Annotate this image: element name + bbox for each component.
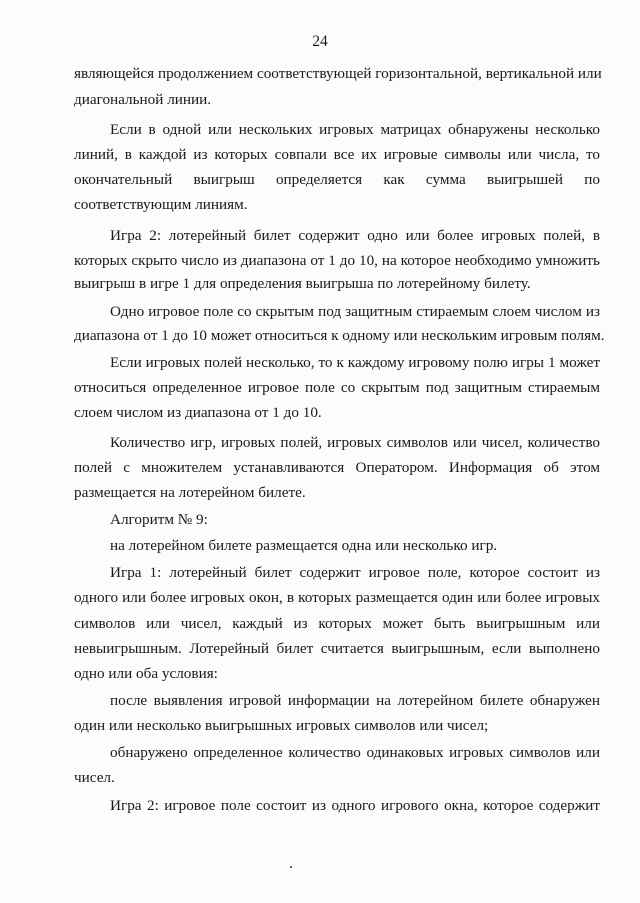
algorithm-heading: Алгоритм № 9: — [110, 511, 208, 528]
text-line: чисел. — [74, 769, 115, 786]
speck-mark — [290, 866, 292, 868]
text-line: один или несколько выигрышных игровых символов или чисел; — [74, 717, 489, 734]
text-line: Количество игр, игровых полей, игровых символов или чисел, количество — [110, 434, 600, 451]
text-line: Одно игровое поле со скрытым под защитным стираемым слоем числом из — [110, 303, 600, 320]
text-line: которых скрыто число из диапазона от 1 до 10, на которое необходимо умножить — [74, 252, 600, 269]
text-line: диагональной линии. — [74, 91, 212, 108]
text-line: Игра 2: игровое поле состоит из одного игрового окна, которое содержит — [110, 797, 600, 814]
text-line: размещается на лотерейном билете. — [74, 484, 306, 501]
text-line: Игра 2: лотерейный билет содержит одно или более игровых полей, в — [110, 227, 600, 244]
text-line: Игра 1: лотерейный билет содержит игровое поле, которое состоит из — [110, 564, 600, 581]
text-line: являющейся продолжением соответствующей горизонтальной, вертикальной или — [74, 65, 602, 82]
text-line: соответствующим линиям. — [74, 196, 248, 213]
text-line: относиться определенное игровое поле со скрытым под защитным стираемым — [74, 379, 600, 396]
text-line: одно или оба условия: — [74, 665, 218, 682]
text-line: после выявления игровой информации на лотерейном билете обнаружен — [110, 692, 600, 709]
text-line: Если в одной или нескольких игровых матрицах обнаружены несколько — [110, 121, 600, 138]
text-line: диапазона от 1 до 10 может относиться к одному или нескольким игровым полям. — [74, 327, 605, 344]
text-line: невыигрышным. Лотерейный билет считается выигрышным, если выполнено — [74, 640, 600, 657]
text-line: окончательный выигрыш определяется как сумма выигрышей по — [74, 171, 600, 188]
text-line: выигрыш в игре 1 для определения выигрыша по лотерейному билету. — [74, 275, 531, 292]
text-line: обнаружено определенное количество одинаковых игровых символов или — [110, 744, 600, 761]
text-line: символов или чисел, каждый из которых может быть выигрышным или — [74, 615, 600, 632]
page-number: 24 — [312, 33, 328, 50]
text-line: полей с множителем устанавливаются Оператором. Информация об этом — [74, 459, 600, 476]
text-line: одного или более игровых окон, в которых размещается один или более игровых — [74, 589, 600, 606]
text-line: линий, в каждой из которых совпали все их игровые символы или числа, то — [74, 146, 600, 163]
text-line: на лотерейном билете размещается одна или несколько игр. — [110, 537, 498, 554]
text-line: слоем числом из диапазона от 1 до 10. — [74, 404, 322, 421]
text-line: Если игровых полей несколько, то к каждому игровому полю игры 1 может — [110, 354, 600, 371]
